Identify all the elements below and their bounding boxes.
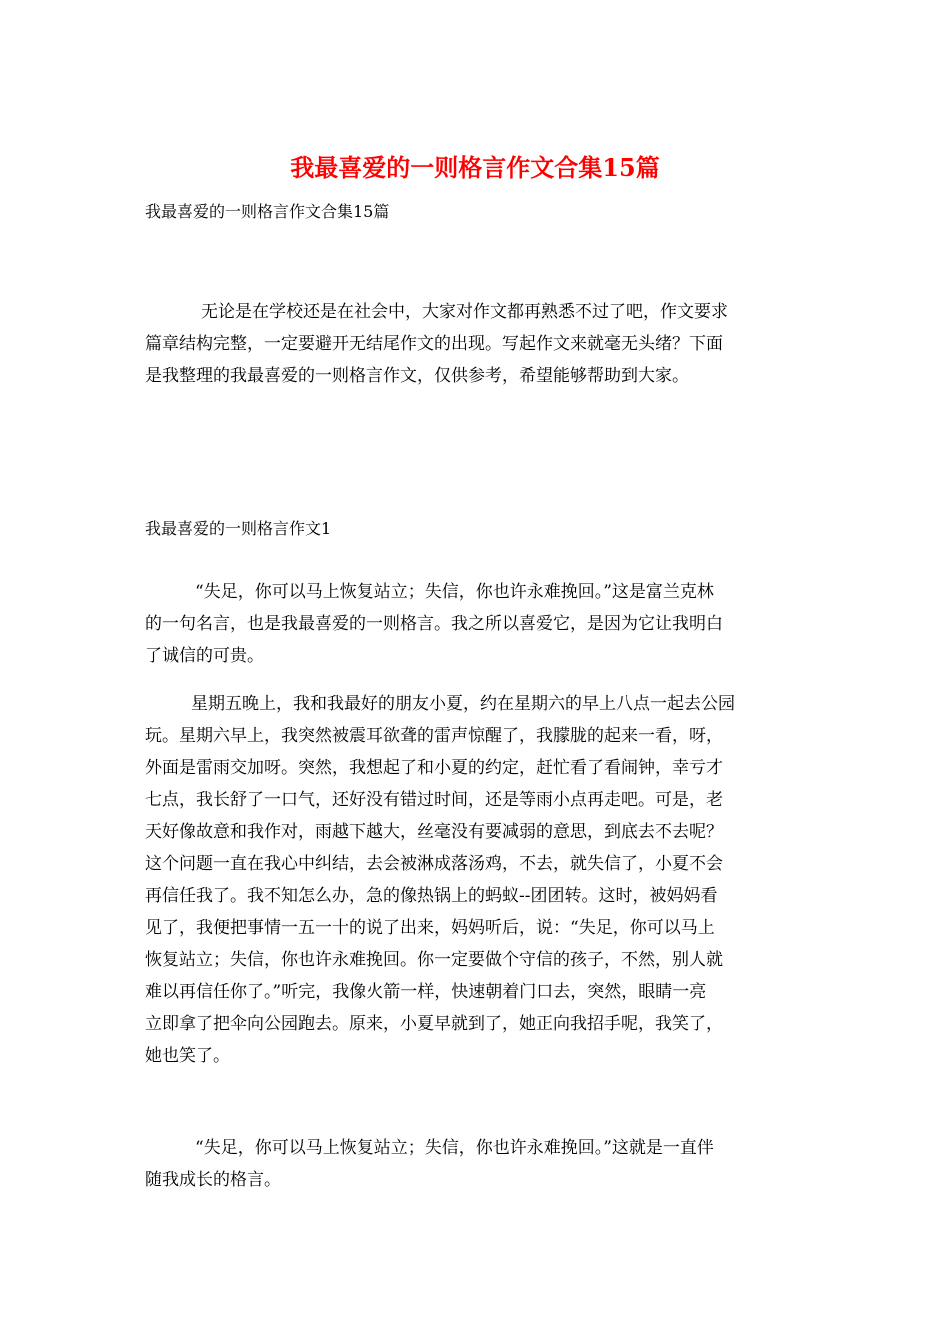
p2-line-10: 难以再信任你了。”听完，我像火箭一样，快速朝着门口去，突然，眼睛一亮 — [145, 982, 707, 1002]
p3-line-2: 随我成长的格言。 — [145, 1170, 281, 1190]
document-title: 我最喜爱的一则格言作文合集15篇 — [290, 153, 660, 182]
p2-line-12: 她也笑了。 — [145, 1046, 230, 1066]
p1-line-3: 了诚信的可贵。 — [145, 646, 264, 666]
p2-line-3: 外面是雷雨交加呀。突然，我想起了和小夏的约定，赶忙看了看闹钟，幸亏才 — [145, 758, 723, 778]
p2-line-5: 天好像故意和我作对，雨越下越大，丝毫没有要减弱的意思，到底去不去呢？ — [145, 822, 723, 842]
paragraph-2 — [145, 688, 810, 1072]
p2-line-8: 见了，我便把事情一五一十的说了出来，妈妈听后，说：“失足，你可以马上 — [145, 918, 715, 938]
p2-line-11: 立即拿了把伞向公园跑去。原来，小夏早就到了，她正向我招手呢，我笑了， — [145, 1014, 723, 1034]
p1-line-1: “失足，你可以马上恢复站立；失信，你也许永难挽回。”这是富兰克林 — [195, 582, 714, 602]
p1-line-2: 的一句名言，也是我最喜爱的一则格言。我之所以喜爱它，是因为它让我明白 — [145, 614, 723, 634]
p2-line-2: 玩。星期六早上，我突然被震耳欲聋的雷声惊醒了，我朦胧的起来一看，呀， — [145, 726, 723, 746]
intro-line-1: 无论是在学校还是在社会中，大家对作文都再熟悉不过了吧，作文要求 — [201, 302, 728, 322]
document-subtitle: 我最喜爱的一则格言作文合集15篇 — [145, 202, 390, 221]
paragraph-3 — [145, 1132, 810, 1196]
intro-paragraph — [145, 296, 810, 392]
p2-line-9: 恢复站立；失信，你也许永难挽回。你一定要做个守信的孩子，不然，别人就 — [145, 950, 723, 970]
intro-line-2: 篇章结构完整，一定要避开无结尾作文的出现。写起作文来就毫无头绪？下面 — [145, 334, 723, 354]
p2-line-4: 七点，我长舒了一口气，还好没有错过时间，还是等雨小点再走吧。可是，老 — [145, 790, 723, 810]
p3-line-1: “失足，你可以马上恢复站立；失信，你也许永难挽回。”这就是一直伴 — [195, 1138, 714, 1158]
p2-line-1: 星期五晚上，我和我最好的朋友小夏，约在星期六的早上八点一起去公园 — [191, 694, 735, 714]
section-heading: 我最喜爱的一则格言作文1 — [145, 519, 332, 538]
intro-line-3: 是我整理的我最喜爱的一则格言作文，仅供参考，希望能够帮助到大家。 — [145, 366, 689, 386]
paragraph-1 — [145, 576, 810, 672]
p2-line-6: 这个问题一直在我心中纠结，去会被淋成落汤鸡，不去，就失信了，小夏不会 — [145, 854, 723, 874]
p2-line-7: 再信任我了。我不知怎么办，急的像热锅上的蚂蚁--团团转。这时，被妈妈看 — [145, 886, 718, 906]
